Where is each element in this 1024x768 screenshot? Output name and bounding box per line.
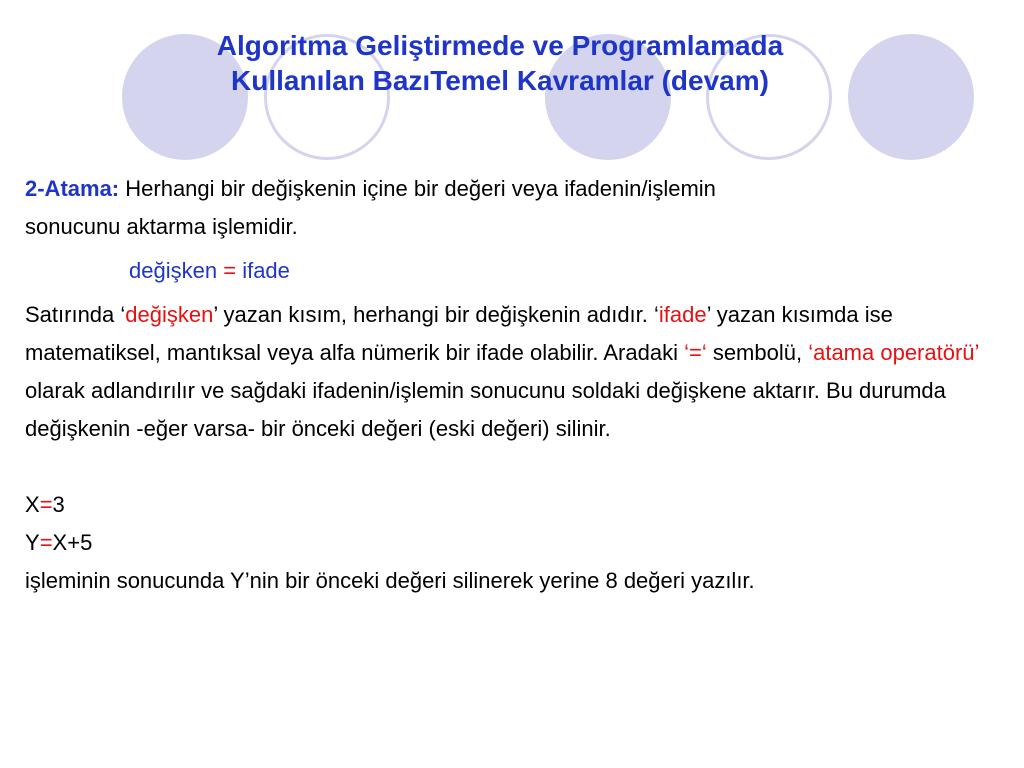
explanation-part-3: ’ yazan kısımda ise matematiksel, mantıksal veya alfa nümerik bir ifade olabilir. Aradaki xyxy=(25,302,893,365)
explanation-keyword-expression: ifade xyxy=(658,302,707,327)
slide-title-line-1: Algoritma Geliştirmede ve Programlamada xyxy=(216,30,784,61)
explanation-part-1: Satırında ‘ xyxy=(25,302,126,327)
slide-title-line-2: Kullanılan BazıTemel Kavramlar (devam) xyxy=(231,65,769,96)
explanation-part-5: olarak adlandırılır ve sağdaki ifadenin/işlemin sonucunu soldaki değişkene aktarır. Bu durumda değişkenin -eğer varsa- bir önceki değeri (eski değeri) silinir. xyxy=(25,378,946,441)
example-1-value: 3 xyxy=(52,492,65,517)
spacer xyxy=(25,448,1015,486)
example-1-variable: X xyxy=(25,492,40,517)
formula-right: ifade xyxy=(242,258,290,283)
example-2-operator: = xyxy=(39,530,53,555)
assignment-formula xyxy=(25,252,1015,290)
example-2-variable: Y xyxy=(25,530,40,555)
example-2-value: X+5 xyxy=(52,530,93,555)
definition-paragraph xyxy=(25,170,1015,246)
formula-left: değişken xyxy=(129,258,218,283)
formula-operator: = xyxy=(223,258,237,283)
explanation-keyword-operator: ‘atama operatörü’ xyxy=(808,340,979,365)
explanation-part-2: ’ yazan kısım, herhangi bir değişkenin adıdır. ‘ xyxy=(213,302,659,327)
definition-term: 2-Atama: xyxy=(25,176,120,201)
example-line-2 xyxy=(25,524,1015,562)
example-line-1 xyxy=(25,486,1015,524)
definition-text-line-2: sonucunu aktarma işlemidir. xyxy=(25,214,298,239)
slide-title xyxy=(130,28,870,98)
explanation-part-4: sembolü, xyxy=(706,340,809,365)
explanation-paragraph xyxy=(25,296,1015,448)
definition-text-line-1: Herhangi bir değişkenin içine bir değeri veya ifadenin/işlemin xyxy=(119,176,716,201)
example-1-operator: = xyxy=(39,492,53,517)
example-result: işleminin sonucunda Y’nin bir önceki değeri silinerek yerine 8 değeri yazılır. xyxy=(25,568,755,593)
explanation-keyword-variable: değişken xyxy=(125,302,214,327)
slide-body xyxy=(25,170,1015,600)
explanation-keyword-equals: ‘=‘ xyxy=(684,340,707,365)
